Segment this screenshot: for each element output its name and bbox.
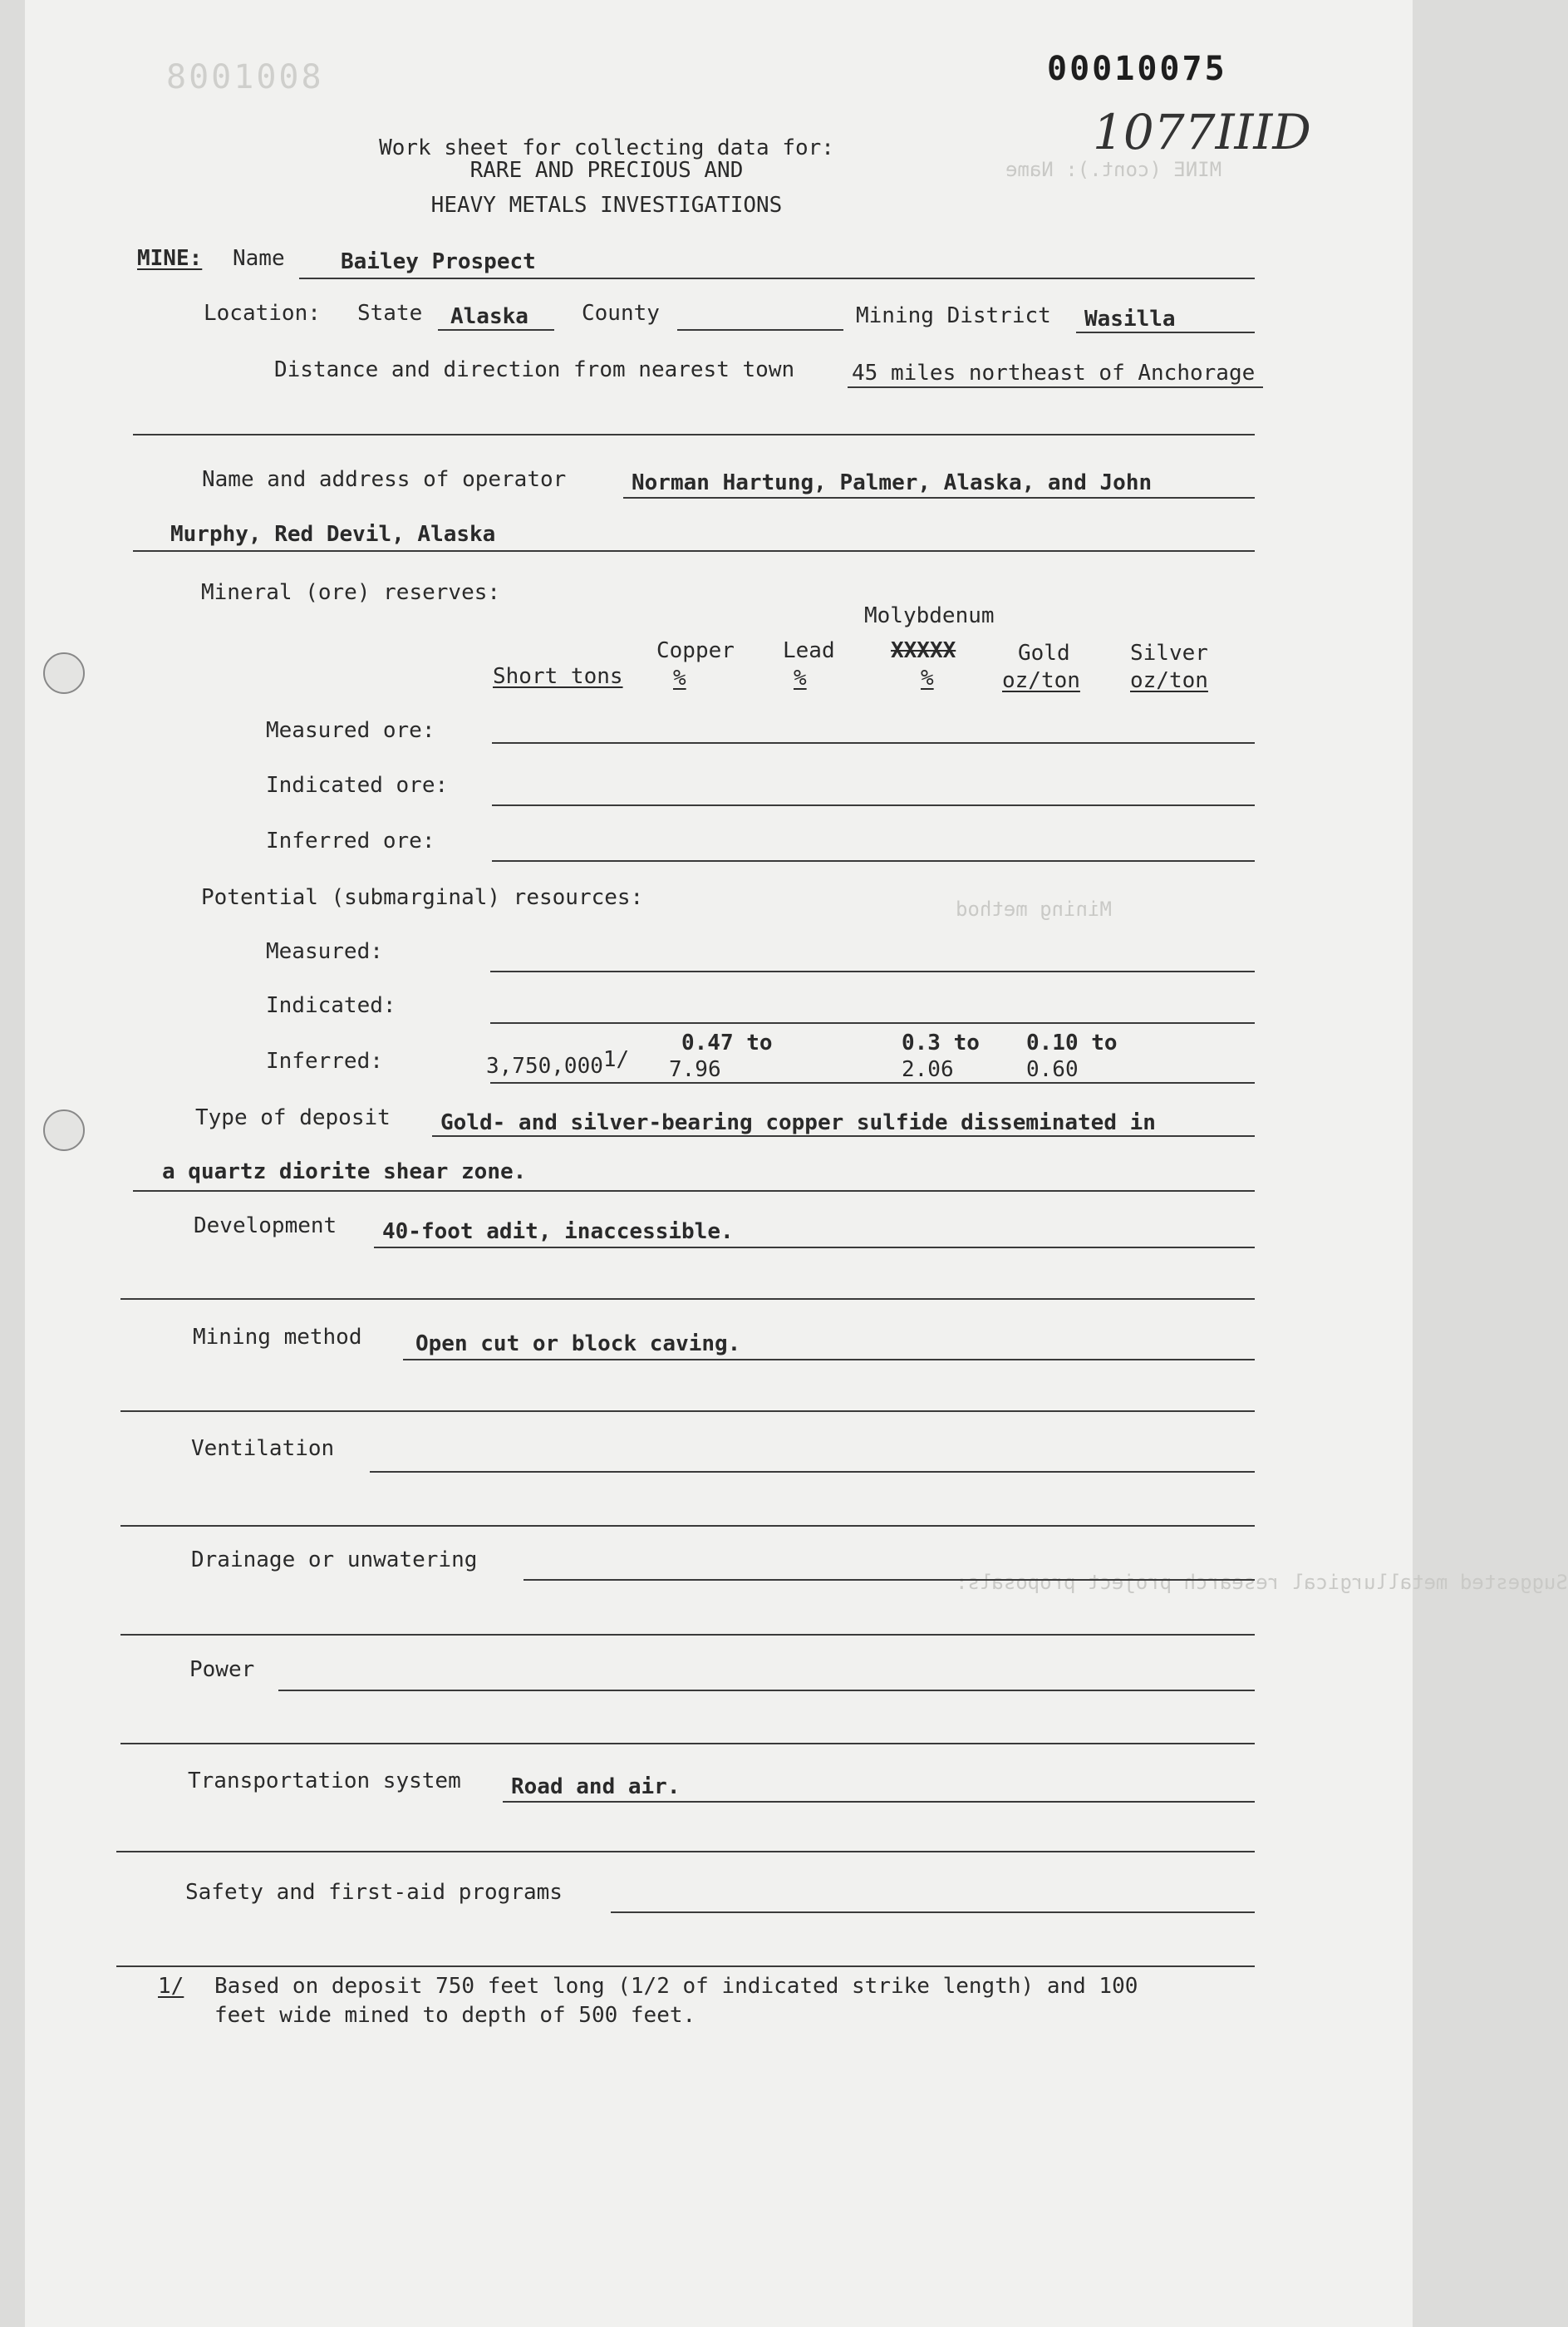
footnote-line-2: feet wide mined to depth of 500 feet. xyxy=(214,2003,696,2028)
ventilation-label: Ventilation xyxy=(191,1436,335,1461)
col-silver-unit: oz/ton xyxy=(1130,668,1208,693)
indicated-ore-line xyxy=(492,804,1255,806)
mining-method-value: Open cut or block caving. xyxy=(415,1331,741,1356)
mining-method-label: Mining method xyxy=(193,1325,362,1350)
reserves-label: Mineral (ore) reserves: xyxy=(201,580,501,605)
worksheet-page xyxy=(25,0,1568,2327)
state-line xyxy=(438,329,554,331)
inferred-short-tons-value: 3,750,000 xyxy=(486,1054,603,1079)
footnote-line-1: Based on deposit 750 feet long (1/2 of indicated strike length) and 100 xyxy=(214,1974,1138,1999)
state-value: Alaska xyxy=(450,304,528,329)
mining-method-line xyxy=(403,1359,1255,1360)
handwritten-id: 1077IIID xyxy=(1093,104,1311,160)
col-copper-top: Copper xyxy=(656,638,735,663)
potential-label: Potential (submarginal) resources: xyxy=(201,885,644,910)
inferred-gold-2: 0.60 xyxy=(1026,1057,1079,1082)
bleed-through-text: Suggested metallurgical research project proposals: xyxy=(956,1571,1568,1594)
operator-line-1 xyxy=(623,497,1255,499)
distance-line-2 xyxy=(133,434,1255,435)
col-moly-top: XXXXX xyxy=(891,638,956,663)
molybdenum-header: Molybdenum xyxy=(864,603,995,628)
power-label: Power xyxy=(189,1657,255,1682)
measured-ore-line xyxy=(492,742,1255,744)
development-label: Development xyxy=(194,1213,337,1238)
deposit-value-2: a quartz diorite shear zone. xyxy=(162,1159,527,1184)
potential-measured-line xyxy=(490,971,1255,972)
inferred-moly-1: 0.3 to xyxy=(902,1031,980,1055)
distance-value: 45 miles northeast of Anchorage xyxy=(852,361,1256,386)
col-lead-unit: % xyxy=(794,666,807,691)
inferred-gold-1: 0.10 to xyxy=(1026,1031,1118,1055)
transportation-line-2 xyxy=(116,1851,1255,1852)
measured-ore-label: Measured ore: xyxy=(266,718,435,743)
county-line xyxy=(677,329,843,331)
distance-line xyxy=(848,386,1263,388)
safety-line-2 xyxy=(116,1965,1255,1967)
development-line-2 xyxy=(120,1298,1255,1300)
transportation-value: Road and air. xyxy=(511,1774,681,1799)
deposit-label: Type of deposit xyxy=(195,1105,391,1130)
inferred-footnote-ref: 1/ xyxy=(602,1047,630,1072)
col-gold-unit: oz/ton xyxy=(1002,668,1080,693)
deposit-line-2 xyxy=(133,1190,1255,1192)
inferred-copper-1: 0.47 to xyxy=(681,1031,773,1055)
header-line-2: RARE AND PRECIOUS AND xyxy=(469,158,744,183)
document-number-stamp: 00010075 xyxy=(1047,50,1227,88)
district-line xyxy=(1076,332,1255,333)
mine-name-value: Bailey Prospect xyxy=(341,249,536,274)
operator-line-2 xyxy=(133,550,1255,552)
ventilation-line xyxy=(370,1471,1255,1473)
drainage-line-2 xyxy=(120,1634,1255,1636)
mine-label: MINE: xyxy=(137,246,203,271)
safety-label: Safety and first-aid programs xyxy=(185,1880,563,1905)
potential-inferred-line xyxy=(490,1082,1255,1084)
ventilation-line-2 xyxy=(120,1525,1255,1527)
inferred-copper-2: 7.96 xyxy=(669,1057,721,1082)
indicated-ore-label: Indicated ore: xyxy=(266,773,449,798)
header-line-1: Work sheet for collecting data for: xyxy=(379,135,834,160)
power-line xyxy=(278,1690,1255,1691)
potential-indicated-label: Indicated: xyxy=(266,993,396,1018)
development-line xyxy=(374,1247,1255,1248)
faded-stamp-number: 8001008 xyxy=(166,58,324,96)
drainage-line xyxy=(523,1579,1255,1581)
operator-value-2: Murphy, Red Devil, Alaska xyxy=(170,522,496,547)
mine-name-line xyxy=(299,278,1255,279)
header-line-3: HEAVY METALS INVESTIGATIONS xyxy=(430,193,783,218)
potential-indicated-line xyxy=(490,1022,1255,1024)
operator-value-1: Norman Hartung, Palmer, Alaska, and John xyxy=(632,470,1153,495)
transportation-line xyxy=(503,1801,1255,1803)
inferred-short-tons xyxy=(486,1047,630,1079)
inferred-ore-label: Inferred ore: xyxy=(266,829,435,854)
col-copper-unit: % xyxy=(673,666,686,691)
punch-hole xyxy=(43,652,85,694)
col-silver-top: Silver xyxy=(1130,641,1208,666)
district-value: Wasilla xyxy=(1084,307,1176,332)
bleed-through-text: Mining method xyxy=(956,898,1112,921)
safety-line xyxy=(611,1911,1255,1913)
col-short-tons: Short tons xyxy=(493,664,623,689)
deposit-line-1 xyxy=(432,1135,1255,1137)
col-lead-top: Lead xyxy=(783,638,835,663)
punch-hole xyxy=(43,1109,85,1151)
county-label: County xyxy=(582,301,660,326)
mine-name-label: Name xyxy=(233,246,285,271)
state-label: State xyxy=(357,301,423,326)
power-line-2 xyxy=(120,1743,1255,1744)
drainage-label: Drainage or unwatering xyxy=(191,1547,478,1572)
col-gold-top: Gold xyxy=(1018,641,1070,666)
inferred-ore-line xyxy=(492,860,1255,862)
inferred-moly-2: 2.06 xyxy=(902,1057,954,1082)
operator-label: Name and address of operator xyxy=(202,467,567,492)
development-value: 40-foot adit, inaccessible. xyxy=(382,1219,734,1244)
col-moly-unit: % xyxy=(921,666,934,691)
mining-method-line-2 xyxy=(120,1410,1255,1412)
distance-label: Distance and direction from nearest town xyxy=(274,357,795,382)
bleed-through-text: MINE (cont.): Name xyxy=(1005,158,1222,181)
district-label: Mining District xyxy=(856,303,1051,328)
deposit-value-1: Gold- and silver-bearing copper sulfide disseminated in xyxy=(440,1110,1156,1135)
location-label: Location: xyxy=(204,301,321,326)
potential-inferred-label: Inferred: xyxy=(266,1049,383,1074)
transportation-label: Transportation system xyxy=(188,1769,461,1793)
potential-measured-label: Measured: xyxy=(266,939,383,964)
footnote-ref: 1/ xyxy=(158,1974,184,1999)
